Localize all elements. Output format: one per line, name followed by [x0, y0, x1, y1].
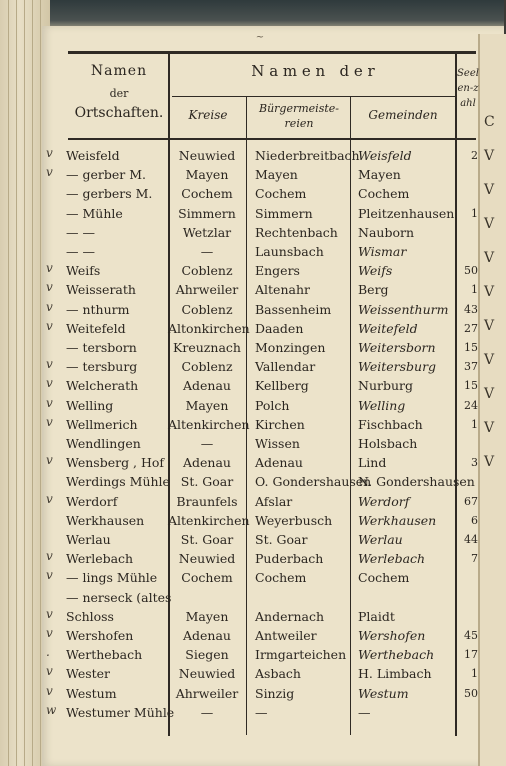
next-page-letter: V: [484, 284, 495, 300]
row-mark: v: [46, 165, 53, 180]
table-row: [0, 204, 504, 223]
gemeinde-cell: Cochem: [358, 186, 410, 202]
burgermeisterei-cell: Wissen: [255, 436, 300, 451]
seelenzahl-cell: 17: [464, 648, 478, 662]
burgermeisterei-cell: St. Goar: [255, 532, 308, 547]
next-page-letter: V: [484, 148, 495, 164]
ortschaft-name: — nthurm: [66, 301, 130, 317]
header-group-title: N a m e n d e r: [251, 62, 375, 80]
kreis-cell: Coblenz: [181, 301, 233, 317]
row-mark: v: [46, 549, 53, 564]
gemeinde-cell: Berg: [358, 282, 389, 298]
gemeinde-cell: Nauborn: [358, 224, 414, 240]
seelenzahl-cell: [456, 434, 478, 453]
table-row: [0, 472, 504, 491]
burgermeisterei-cell: Cochem: [255, 570, 307, 586]
gemeinde-cell: H. Limbach: [358, 666, 432, 682]
ortschaft-name: Weisserath: [66, 282, 136, 298]
table-row: [0, 242, 504, 261]
burgermeisterei-cell: Launsbach: [255, 244, 324, 259]
table-row: [0, 703, 504, 722]
table-row: [0, 607, 504, 626]
top-rule: [68, 51, 476, 54]
ortschaft-name: — tersburg: [66, 359, 138, 375]
ortschaft-name: — —: [66, 224, 95, 240]
row-mark: v: [46, 261, 53, 276]
table-row: [0, 338, 504, 357]
seelenzahl-cell: 50: [464, 264, 478, 278]
next-page-letter: V: [484, 182, 495, 198]
header-kreise: Kreise: [188, 108, 228, 122]
row-mark: v: [46, 606, 53, 621]
seelenzahl-cell: [456, 703, 478, 722]
kreis-cell: Mayen: [185, 397, 229, 413]
ortschaft-name: Wester: [66, 666, 111, 682]
ortschaft-name: — Mühle: [66, 205, 123, 221]
kreis-cell: —: [200, 436, 214, 451]
gemeinde-cell: Weitefeld: [358, 320, 418, 336]
row-mark: v: [46, 299, 53, 314]
row-mark: v: [46, 414, 53, 429]
table-row: [0, 626, 504, 645]
table-row: [0, 319, 504, 338]
ortschaft-name: Wershofen: [66, 628, 134, 643]
seelenzahl-cell: 45: [464, 629, 478, 642]
seelenzahl-cell: 1: [471, 283, 478, 297]
table-row: [0, 165, 504, 184]
ortschaft-name: — —: [66, 244, 95, 259]
seelenzahl-cell: 3: [471, 456, 478, 470]
seelenzahl-cell: 15: [464, 379, 478, 393]
seelenzahl-cell: 27: [464, 321, 478, 335]
row-mark: v: [46, 318, 53, 333]
burgermeisterei-cell: Vallendar: [255, 359, 316, 375]
header-namen: Namen: [90, 63, 148, 79]
table-row: [0, 664, 504, 683]
row-mark: v: [46, 683, 53, 698]
row-mark: v: [46, 146, 53, 160]
burgermeisterei-cell: Sinzig: [255, 685, 295, 701]
burgermeisterei-cell: Simmern: [255, 205, 313, 221]
gemeinde-cell: Westum: [358, 685, 409, 701]
burgermeisterei-cell: Asbach: [255, 666, 301, 682]
burgermeisterei-cell: Afslar: [255, 493, 293, 509]
table-row: [0, 530, 504, 549]
row-mark: w: [46, 702, 57, 717]
gemeinde-cell: Cochem: [358, 570, 410, 586]
burgermeisterei-cell: —: [255, 704, 268, 720]
burgermeisterei-cell: Andernach: [255, 608, 325, 624]
kreis-cell: Neuwied: [178, 666, 236, 682]
seelenzahl-cell: [456, 607, 478, 626]
table-row: [0, 357, 504, 376]
burgermeisterei-cell: Irmgarteichen: [255, 647, 347, 663]
seelenzahl-cell: 1: [471, 417, 478, 431]
seelenzahl-cell: 1: [471, 206, 478, 220]
burgermeisterei-cell: Bassenheim: [255, 301, 332, 317]
seelenzahl-cell: [456, 472, 478, 491]
table-row: [0, 280, 504, 299]
table-row: [0, 223, 504, 242]
gemeinde-cell: Holsbach: [358, 436, 418, 451]
gemeinde-cell: Pleitzenhausen: [358, 205, 455, 221]
gemeinde-cell: Welling: [358, 397, 406, 413]
kreis-cell: Ahrweiler: [175, 685, 239, 701]
table-row: [0, 549, 504, 568]
gemeinde-cell: Werkhausen: [358, 512, 437, 528]
kreis-cell: Simmern: [178, 205, 236, 221]
header-der: der: [109, 87, 129, 100]
burgermeisterei-cell: Mayen: [255, 167, 298, 183]
kreis-cell: —: [200, 244, 214, 259]
seelenzahl-cell: [456, 223, 478, 242]
gemeinde-cell: Weitersborn: [358, 340, 436, 355]
seelenzahl-cell: 50: [464, 686, 478, 700]
seelenzahl-cell: [456, 165, 478, 184]
gemeinde-cell: Plaidt: [358, 608, 395, 624]
kreis-cell: Coblenz: [181, 263, 233, 279]
next-page-letter: V: [484, 250, 495, 266]
table-row: [0, 376, 504, 395]
ortschaft-name: Weifs: [66, 263, 101, 279]
header-gemeinden: Gemeinden: [368, 108, 438, 122]
kreis-cell: Siegen: [185, 647, 229, 663]
kreis-cell: Adenau: [183, 628, 231, 643]
seelenzahl-cell: 2: [471, 149, 478, 162]
kreis-cell: Coblenz: [181, 359, 233, 375]
table-row: [0, 300, 504, 319]
seelenzahl-cell: 15: [464, 341, 478, 354]
top-scribble: ~: [255, 32, 265, 43]
gemeinde-cell: Nurburg: [358, 378, 413, 394]
burgermeisterei-cell: Altenahr: [255, 282, 310, 298]
next-page-letter: V: [484, 216, 495, 232]
burgermeisterei-cell: Polch: [255, 397, 290, 413]
row-mark: v: [46, 626, 53, 640]
table-row: [0, 511, 504, 530]
table-row: [0, 396, 504, 415]
next-page-letter: V: [484, 318, 495, 334]
row-mark: v: [46, 357, 53, 372]
row-mark: v: [46, 280, 53, 295]
burgermeisterei-cell: Puderbach: [255, 551, 324, 567]
row-mark: v: [46, 376, 53, 391]
ortschaft-name: Westum: [66, 685, 117, 701]
gemeinde-cell: Wershofen: [358, 628, 426, 643]
burgermeisterei-cell: Niederbreitbach: [255, 148, 360, 163]
ortschaft-name: — gerber M.: [66, 167, 146, 183]
ortschaft-name: Werkhausen: [66, 512, 145, 528]
table-row: [0, 645, 504, 664]
header-bottom-rule: [68, 138, 476, 140]
burgermeisterei-cell: Engers: [255, 263, 300, 279]
seelenzahl-cell: [456, 568, 478, 587]
burgermeisterei-cell: Kirchen: [255, 416, 305, 432]
table-row: [0, 261, 504, 280]
table-row: [0, 588, 504, 607]
kreis-cell: Ahrweiler: [175, 282, 239, 298]
ortschaft-name: — nerseck (altes: [66, 589, 172, 605]
ortschaft-name: Werthebach: [66, 647, 143, 663]
ortschaft-name: Schloss: [66, 608, 114, 624]
kreis-cell: Adenau: [183, 455, 231, 471]
seelenzahl-cell: 24: [464, 398, 478, 412]
ortschaft-name: Welcherath: [66, 378, 139, 394]
kreis-cell: St. Goar: [180, 474, 234, 490]
gemeinde-cell: Weifs: [358, 263, 393, 279]
ortschaft-name: Westumer Mühle: [66, 704, 175, 720]
gemeinde-cell: Werlau: [358, 532, 403, 547]
kreis-cell: —: [200, 704, 214, 720]
kreis-cell: Braunfels: [176, 493, 238, 509]
gemeinde-cell: [358, 588, 456, 607]
kreis-cell: Altenkirchen: [168, 416, 250, 432]
kreis-cell: Cochem: [181, 570, 233, 586]
kreis-cell: Altonkirchen: [168, 320, 250, 336]
table-row: [0, 684, 504, 703]
burgermeisterei-cell: Daaden: [255, 320, 304, 336]
gemeinde-cell: N. Gondershausen: [358, 474, 475, 490]
table-row: [0, 415, 504, 434]
kreis-cell: Wetzlar: [182, 224, 232, 240]
kreis-cell: Cochem: [181, 186, 233, 202]
seelenzahl-cell: 43: [464, 302, 478, 316]
burgermeisterei-cell: [255, 588, 351, 607]
kreis-cell: Mayen: [185, 167, 229, 183]
burgermeisterei-cell: Kellberg: [255, 378, 309, 394]
seelenzahl-cell: 1: [471, 667, 478, 681]
burgermeisterei-cell: Antweiler: [255, 628, 317, 643]
burgermeisterei-cell: Adenau: [255, 455, 303, 471]
header-burgermeistereien: Bürgermeiste-reien: [259, 102, 339, 130]
ortschaft-name: Weitefeld: [66, 320, 126, 336]
gemeinde-cell: Weissenthurm: [358, 301, 449, 317]
row-mark: v: [46, 568, 53, 583]
ortschaft-name: Werlebach: [66, 551, 134, 567]
header-seelenzahl: Seelen-zahl: [457, 68, 479, 109]
next-page-letter: V: [484, 386, 495, 402]
gemeinde-cell: —: [358, 704, 371, 720]
ortschaft-name: — tersborn: [66, 340, 137, 355]
seelenzahl-cell: [456, 242, 478, 261]
row-mark: v: [46, 664, 53, 679]
next-page-letter: V: [484, 454, 495, 470]
row-mark: v: [46, 453, 53, 468]
header-ortschaften: Ortschaften.: [74, 105, 164, 121]
gemeinde-cell: Werlebach: [358, 551, 426, 567]
ortschaft-name: Werdorf: [66, 493, 118, 509]
ortschaft-name: — gerbers M.: [66, 186, 153, 202]
ortschaft-name: Welling: [66, 397, 114, 413]
gemeinde-cell: Werthebach: [358, 647, 435, 663]
table-row: [0, 492, 504, 511]
gemeinde-cell: Fischbach: [358, 416, 423, 432]
kreis-cell: St. Goar: [180, 532, 234, 547]
kreis-cell: Altenkirchen: [168, 512, 250, 528]
ortschaft-name: Wensberg , Hof: [66, 455, 165, 471]
kreis-cell: [168, 588, 246, 607]
kreis-cell: Neuwied: [178, 551, 236, 567]
next-page-letter: V: [484, 420, 495, 436]
gemeinde-cell: Weisfeld: [358, 148, 412, 163]
seelenzahl-cell: 37: [464, 360, 478, 374]
seelenzahl-cell: 67: [464, 494, 478, 508]
gemeinde-cell: Lind: [358, 455, 387, 471]
ortschaft-name: Weisfeld: [66, 148, 120, 163]
table-row: [0, 568, 504, 587]
burgermeisterei-cell: Rechtenbach: [255, 224, 338, 240]
seelenzahl-cell: 7: [471, 552, 478, 566]
burgermeisterei-cell: Weyerbusch: [255, 512, 333, 528]
row-mark: .: [46, 645, 50, 660]
ortschaft-name: Wendlingen: [66, 436, 141, 451]
ortschaft-name: Wellmerich: [66, 416, 138, 432]
group-underline: [172, 96, 456, 97]
table-row: [0, 453, 504, 472]
next-page-letter: V: [484, 352, 495, 368]
kreis-cell: Mayen: [185, 608, 229, 624]
ortschaft-name: — lings Mühle: [66, 570, 158, 586]
burgermeisterei-cell: Cochem: [255, 186, 307, 202]
row-mark: v: [46, 491, 53, 506]
gemeinde-cell: Wismar: [358, 244, 407, 259]
table-row: [0, 434, 504, 453]
seelenzahl-cell: 44: [464, 533, 478, 546]
burgermeisterei-cell: O. Gondershausen: [255, 474, 372, 490]
kreis-cell: Neuwied: [178, 148, 236, 163]
next-page-letter: C: [484, 114, 495, 130]
burgermeisterei-cell: Monzingen: [255, 340, 326, 355]
table-row: [0, 146, 504, 165]
ortschaft-name: Werlau: [66, 532, 111, 547]
seelenzahl-cell: [456, 184, 478, 203]
ortschaft-name: Werdings Mühle: [66, 474, 170, 490]
gemeinde-cell: Werdorf: [358, 493, 410, 509]
gemeinde-cell: Mayen: [358, 167, 401, 183]
seelenzahl-cell: [456, 588, 478, 607]
row-mark: v: [46, 395, 53, 410]
seelenzahl-cell: 6: [471, 513, 478, 527]
kreis-cell: Adenau: [183, 378, 231, 394]
kreis-cell: Kreuznach: [173, 340, 241, 355]
gemeinde-cell: Weitersburg: [358, 359, 437, 375]
table-row: [0, 184, 504, 203]
